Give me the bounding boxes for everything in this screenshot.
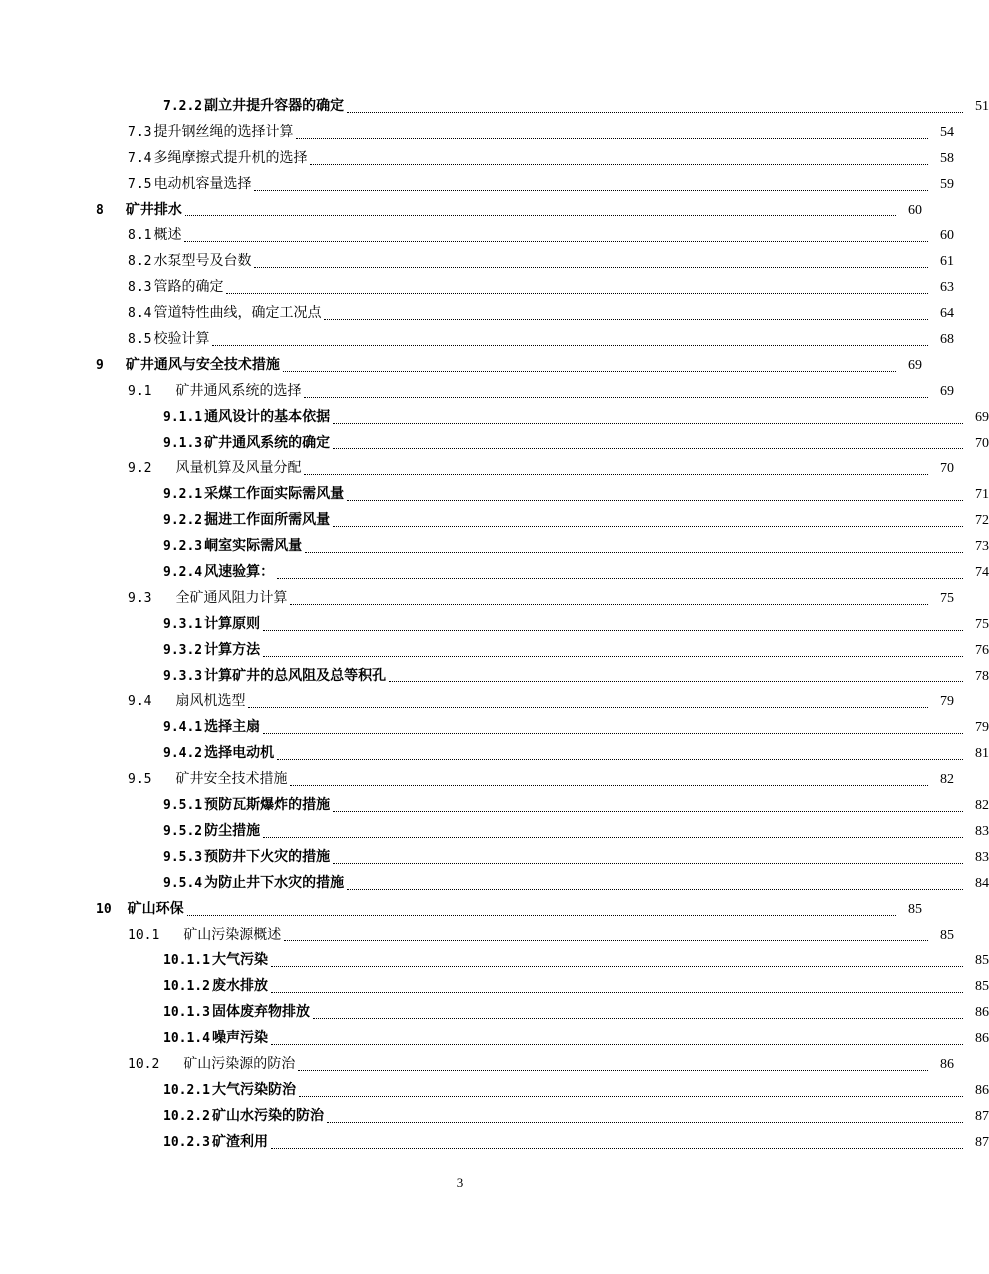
toc-entry[interactable] — [0, 638, 989, 664]
toc-entry-page: 76 — [975, 642, 989, 658]
toc-entry-title: 矿井排水 — [125, 201, 182, 218]
toc-entry-page: 78 — [975, 668, 989, 684]
toc-entry-title: 大气污染 — [211, 952, 268, 969]
toc-entry-page: 75 — [940, 590, 954, 606]
toc-entry[interactable] — [0, 482, 989, 508]
toc-entry-title: 矿渣利用 — [211, 1133, 268, 1150]
toc-entry-number: 7.3 — [128, 124, 152, 140]
toc-dot-leader — [271, 1148, 963, 1149]
toc-entry-title: 选择电动机 — [204, 745, 275, 762]
toc-entry[interactable] — [0, 793, 989, 819]
toc-entry[interactable] — [0, 1078, 989, 1104]
toc-entry-number: 10.1.3 — [163, 1005, 210, 1021]
toc-entry-number: 7.5 — [128, 176, 152, 192]
toc-entry-number: 9.1.1 — [163, 409, 203, 425]
toc-entry-title: 选择主扇 — [204, 719, 261, 736]
toc-entry-page: 86 — [975, 1031, 989, 1047]
toc-entry[interactable] — [0, 689, 954, 715]
toc-entry-number: 8.4 — [128, 306, 152, 322]
toc-entry[interactable] — [0, 508, 989, 534]
toc-entry-number: 9.4.1 — [163, 720, 203, 736]
toc-entry[interactable] — [0, 353, 922, 379]
toc-entry[interactable] — [0, 198, 922, 224]
toc-entry-number: 8.5 — [128, 332, 152, 348]
toc-entry-number: 10.2 — [128, 1056, 160, 1072]
toc-entry-page: 54 — [940, 124, 954, 140]
toc-entry-page: 68 — [940, 332, 954, 348]
toc-entry[interactable] — [0, 327, 954, 353]
toc-entry-number: 9.4 — [128, 694, 152, 710]
toc-entry-page: 71 — [975, 487, 989, 503]
toc-dot-leader — [298, 1070, 928, 1071]
toc-entry-page: 72 — [975, 513, 989, 529]
toc-entry-page: 87 — [975, 1134, 989, 1150]
toc-entry[interactable] — [0, 223, 954, 249]
toc-dot-leader — [263, 837, 963, 838]
toc-entry-number: 9.1.3 — [163, 435, 203, 451]
toc-dot-leader — [212, 345, 928, 346]
toc-entry-title: 副立井提升容器的确定 — [204, 98, 345, 114]
toc-entry[interactable] — [0, 431, 989, 457]
toc-entry-title: 大气污染防治 — [211, 1081, 296, 1098]
toc-dot-leader — [290, 785, 928, 786]
toc-dot-leader — [304, 474, 928, 475]
toc-entry-page: 82 — [940, 772, 954, 788]
toc-entry-title: 预防瓦斯爆炸的措施 — [204, 797, 331, 814]
toc-dot-leader — [347, 500, 963, 501]
toc-entry-page: 64 — [940, 306, 954, 322]
toc-dot-leader — [254, 190, 928, 191]
toc-entry-number: 10.1.2 — [163, 979, 210, 995]
toc-dot-leader — [277, 759, 963, 760]
toc-dot-leader — [185, 215, 896, 216]
toc-entry-number: 9.2.4 — [163, 565, 203, 581]
toc-entry-title: 矿山水污染的防治 — [211, 1107, 324, 1124]
toc-entry-title: 通风设计的基本依据 — [204, 408, 331, 425]
toc-entry-number: 9.5.4 — [163, 875, 203, 891]
toc-entry-number: 7.4 — [128, 150, 152, 166]
toc-dot-leader — [310, 164, 928, 165]
toc-entry-number: 9.5.1 — [163, 798, 203, 814]
toc-dot-leader — [333, 811, 963, 812]
toc-dot-leader — [277, 578, 963, 579]
toc-entry-number: 8.2 — [128, 254, 152, 270]
toc-entry[interactable] — [0, 1052, 954, 1078]
toc-dot-leader — [290, 604, 928, 605]
toc-entry-number: 8.1 — [128, 228, 152, 244]
toc-dot-leader — [254, 267, 928, 268]
table-of-contents — [0, 94, 989, 1156]
toc-entry-page: 63 — [940, 280, 954, 296]
toc-entry[interactable] — [0, 1026, 989, 1052]
toc-entry-number: 9.2 — [128, 461, 152, 477]
toc-entry[interactable] — [0, 612, 989, 638]
toc-entry-number: 10.1.1 — [163, 953, 210, 969]
toc-entry-title: 采煤工作面实际需风量 — [204, 486, 345, 503]
toc-dot-leader — [299, 1096, 963, 1097]
toc-entry-number: 7.2.2 — [163, 99, 203, 114]
toc-entry[interactable] — [0, 94, 989, 120]
toc-entry-number: 9.3.3 — [163, 668, 203, 684]
toc-entry-number: 9.1 — [128, 383, 152, 399]
toc-dot-leader — [226, 293, 928, 294]
toc-entry-page: 82 — [975, 798, 989, 814]
toc-entry-title: 全矿通风阻力计算 — [175, 589, 288, 606]
toc-entry-title: 风量机算及风量分配 — [175, 460, 302, 477]
toc-entry-title: 矿井通风系统的确定 — [204, 434, 331, 451]
toc-entry-number: 9.4.2 — [163, 746, 203, 762]
toc-dot-leader — [263, 656, 963, 657]
toc-entry-number: 9.2.2 — [163, 513, 203, 529]
toc-entry-title: 计算矿井的总风阻及总等积孔 — [204, 667, 387, 684]
toc-dot-leader — [333, 423, 963, 424]
toc-entry[interactable] — [0, 819, 989, 845]
toc-entry-title: 多绳摩擦式提升机的选择 — [153, 149, 308, 166]
toc-entry-number: 10.1 — [128, 927, 160, 943]
toc-entry-page: 86 — [940, 1056, 954, 1072]
toc-entry-title: 矿井通风系统的选择 — [175, 382, 302, 399]
toc-entry-page: 81 — [975, 746, 989, 762]
toc-entry-title: 为防止井下水灾的措施 — [204, 874, 345, 891]
toc-entry[interactable] — [0, 974, 989, 1000]
toc-entry-title: 风速验算： — [204, 564, 275, 581]
toc-entry[interactable] — [0, 456, 954, 482]
toc-dot-leader — [313, 1018, 963, 1019]
toc-entry[interactable] — [0, 715, 989, 741]
toc-entry-page: 73 — [975, 539, 989, 555]
toc-entry-page: 85 — [975, 979, 989, 995]
toc-entry-page: 70 — [975, 435, 989, 451]
toc-entry-page: 59 — [940, 176, 954, 192]
toc-entry-title: 矿井通风与安全技术措施 — [125, 356, 280, 373]
toc-entry-title: 废水排放 — [211, 978, 268, 995]
toc-entry-number: 10.1.4 — [163, 1031, 210, 1047]
toc-entry-title: 防尘措施 — [204, 822, 261, 839]
toc-entry[interactable] — [0, 405, 989, 431]
toc-entry-number: 9.3.1 — [163, 616, 203, 632]
toc-dot-leader — [347, 112, 963, 113]
toc-entry[interactable] — [0, 249, 954, 275]
toc-dot-leader — [263, 733, 963, 734]
toc-dot-leader — [304, 397, 928, 398]
toc-entry-number: 9.5.2 — [163, 823, 203, 839]
toc-entry-page: 87 — [975, 1108, 989, 1124]
toc-entry-title: 矿山污染源概述 — [183, 926, 282, 943]
toc-entry-page: 86 — [975, 1082, 989, 1098]
toc-entry-page: 83 — [975, 849, 989, 865]
toc-dot-leader — [305, 552, 963, 553]
toc-entry-title: 水泵型号及台数 — [153, 253, 252, 270]
toc-entry-page: 61 — [940, 254, 954, 270]
toc-entry-number: 8 — [96, 202, 104, 218]
toc-entry[interactable] — [0, 172, 954, 198]
toc-entry[interactable] — [0, 871, 989, 897]
toc-dot-leader — [347, 889, 963, 890]
toc-dot-leader — [271, 1044, 963, 1045]
toc-entry-page: 69 — [940, 383, 954, 399]
toc-dot-leader — [283, 371, 896, 372]
toc-entry-title: 扇风机选型 — [175, 693, 246, 710]
toc-entry-title: 矿山污染源的防治 — [183, 1055, 296, 1072]
toc-entry-title: 管路的确定 — [153, 279, 224, 296]
toc-entry-title: 掘进工作面所需风量 — [204, 512, 331, 529]
toc-entry-title: 矿山环保 — [127, 900, 184, 917]
toc-entry[interactable] — [0, 534, 989, 560]
toc-dot-leader — [333, 526, 963, 527]
toc-entry[interactable] — [0, 767, 954, 793]
toc-dot-leader — [263, 630, 963, 631]
toc-entry[interactable] — [0, 664, 989, 690]
toc-entry[interactable] — [0, 301, 954, 327]
toc-entry-page: 60 — [908, 202, 922, 218]
toc-entry[interactable] — [0, 1104, 989, 1130]
toc-entry-title: 管道特性曲线，确定工况点 — [153, 305, 322, 322]
toc-entry-title: 计算原则 — [204, 615, 261, 632]
toc-entry-title: 预防井下火灾的措施 — [204, 848, 331, 865]
toc-entry[interactable] — [0, 146, 954, 172]
toc-dot-leader — [389, 681, 963, 682]
toc-entry[interactable] — [0, 120, 954, 146]
toc-entry-title: 峒室实际需风量 — [204, 538, 303, 555]
toc-dot-leader — [327, 1122, 963, 1123]
toc-entry[interactable] — [0, 560, 989, 586]
toc-entry-page: 83 — [975, 823, 989, 839]
toc-entry-number: 9.5.3 — [163, 849, 203, 865]
toc-entry-title: 噪声污染 — [211, 1030, 268, 1047]
toc-entry-number: 10.2.1 — [163, 1082, 210, 1098]
toc-entry-number: 10.2.2 — [163, 1108, 210, 1124]
toc-entry-title: 概述 — [153, 227, 182, 244]
toc-entry-page: 85 — [908, 901, 922, 917]
toc-entry-page: 69 — [908, 357, 922, 373]
toc-entry[interactable] — [0, 1130, 989, 1156]
page-number: 3 — [456, 1175, 464, 1190]
toc-entry-page: 75 — [975, 616, 989, 632]
toc-dot-leader — [333, 448, 963, 449]
toc-entry-number: 9.3 — [128, 590, 152, 606]
toc-entry[interactable] — [0, 586, 954, 612]
toc-dot-leader — [248, 707, 928, 708]
toc-entry[interactable] — [0, 948, 989, 974]
toc-entry-page: 60 — [940, 228, 954, 244]
toc-entry-page: 70 — [940, 461, 954, 477]
toc-entry-title: 矿井安全技术措施 — [175, 771, 288, 788]
toc-entry-title: 提升钢丝绳的选择计算 — [153, 123, 294, 140]
toc-dot-leader — [271, 992, 963, 993]
toc-entry-title: 校验计算 — [153, 331, 210, 348]
toc-dot-leader — [271, 966, 963, 967]
toc-entry[interactable] — [0, 275, 954, 301]
toc-entry-number: 9.2.3 — [163, 539, 203, 555]
toc-entry-page: 85 — [940, 927, 954, 943]
toc-entry-page: 85 — [975, 953, 989, 969]
toc-entry[interactable] — [0, 923, 954, 949]
toc-dot-leader — [284, 940, 928, 941]
toc-dot-leader — [184, 241, 928, 242]
toc-entry-number: 10.2.3 — [163, 1134, 210, 1150]
toc-entry-number: 8.3 — [128, 280, 152, 296]
toc-entry-page: 69 — [975, 409, 989, 425]
toc-entry-page: 74 — [975, 565, 989, 581]
toc-entry-page: 79 — [940, 694, 954, 710]
toc-entry-page: 51 — [975, 99, 989, 114]
toc-entry-page: 84 — [975, 875, 989, 891]
toc-entry-page: 58 — [940, 150, 954, 166]
toc-entry[interactable] — [0, 897, 922, 923]
toc-entry-title: 电动机容量选择 — [153, 175, 252, 192]
toc-entry[interactable] — [0, 741, 989, 767]
toc-entry[interactable] — [0, 1000, 989, 1026]
toc-entry-number: 9.2.1 — [163, 487, 203, 503]
toc-entry[interactable] — [0, 845, 989, 871]
toc-entry-page: 79 — [975, 720, 989, 736]
toc-entry[interactable] — [0, 379, 954, 405]
toc-entry-number: 9.5 — [128, 772, 152, 788]
toc-entry-number: 9.3.2 — [163, 642, 203, 658]
toc-dot-leader — [187, 915, 896, 916]
toc-dot-leader — [324, 319, 928, 320]
toc-entry-number: 10 — [96, 901, 112, 917]
toc-entry-title: 计算方法 — [204, 641, 261, 658]
toc-entry-number: 9 — [96, 357, 104, 373]
toc-dot-leader — [333, 863, 963, 864]
toc-dot-leader — [296, 138, 928, 139]
toc-entry-title: 固体废弃物排放 — [211, 1004, 310, 1021]
toc-entry-page: 86 — [975, 1005, 989, 1021]
